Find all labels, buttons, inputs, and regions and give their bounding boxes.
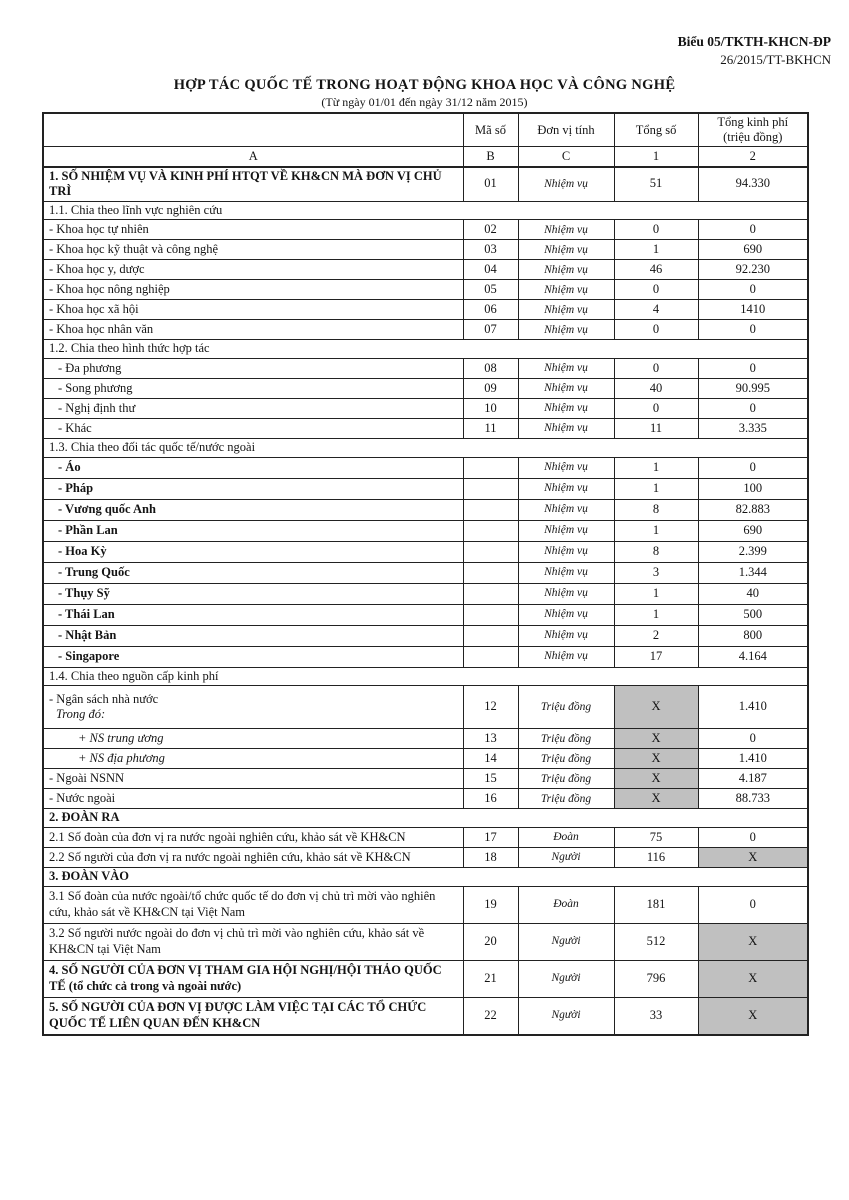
- row-fund: 1.410: [698, 686, 808, 729]
- row-code: 12: [463, 686, 518, 729]
- row-fund: 90.995: [698, 379, 808, 399]
- row-code: 18: [463, 847, 518, 867]
- row-total: X: [614, 729, 698, 749]
- table-row: [43, 646, 808, 667]
- table-row: [43, 960, 808, 997]
- row-code: 22: [463, 997, 518, 1035]
- row-total: 0: [614, 280, 698, 300]
- table-row: [43, 399, 808, 419]
- table-row: [43, 520, 808, 541]
- row-fund: 92.230: [698, 260, 808, 280]
- table-row: [43, 478, 808, 499]
- row-fund: X: [698, 923, 808, 960]
- section-row: [43, 809, 808, 828]
- row-total: 17: [614, 646, 698, 667]
- table-row: [43, 847, 808, 867]
- row-code: [463, 457, 518, 478]
- row-fund: 0: [698, 886, 808, 923]
- row-fund: 40: [698, 583, 808, 604]
- row-code: 01: [463, 167, 518, 202]
- row-fund: 1410: [698, 300, 808, 320]
- row-label: - Vương quốc Anh: [43, 499, 463, 520]
- row-code: 11: [463, 419, 518, 439]
- row-unit: Đoàn: [518, 886, 614, 923]
- row-label: - Phần Lan: [43, 520, 463, 541]
- table-row: [43, 769, 808, 789]
- row-label: 5. SỐ NGƯỜI CỦA ĐƠN VỊ ĐƯỢC LÀM VIỆC TẠI CÁC TỔ CHỨC QUỐC TẾ LIÊN QUAN ĐẾN KH&CN: [43, 997, 463, 1035]
- section-label: 3. ĐOÀN VÀO: [43, 867, 808, 886]
- row-unit: Triệu đồng: [518, 729, 614, 749]
- row-total: 1: [614, 520, 698, 541]
- section-label: 1.4. Chia theo nguồn cấp kinh phí: [43, 667, 808, 686]
- row-unit: Nhiệm vụ: [518, 478, 614, 499]
- row-total: 46: [614, 260, 698, 280]
- col-key-b: B: [463, 147, 518, 167]
- row-label: - Nhật Bản: [43, 625, 463, 646]
- row-fund: 88.733: [698, 789, 808, 809]
- row-total: 8: [614, 541, 698, 562]
- table-row: [43, 240, 808, 260]
- table-row: [43, 997, 808, 1035]
- col-header-fund: Tổng kinh phí (triệu đồng): [698, 113, 808, 147]
- row-label: - Hoa Kỳ: [43, 541, 463, 562]
- row-unit: Nhiệm vụ: [518, 419, 614, 439]
- row-label: 3.1 Số đoàn của nước ngoài/tổ chức quốc tế do đơn vị chủ trì mời vào nghiên cứu, khảo sát về KH&CN tại Việt Nam: [43, 886, 463, 923]
- row-fund: 690: [698, 240, 808, 260]
- row-code: 02: [463, 220, 518, 240]
- row-total: X: [614, 789, 698, 809]
- row-label: - Khác: [43, 419, 463, 439]
- row-fund: 0: [698, 827, 808, 847]
- table-row: [43, 359, 808, 379]
- section-row: [43, 439, 808, 458]
- row-label: - Thái Lan: [43, 604, 463, 625]
- row-total: 796: [614, 960, 698, 997]
- row-total: 75: [614, 827, 698, 847]
- row-code: 06: [463, 300, 518, 320]
- section-row: [43, 867, 808, 886]
- row-code: 15: [463, 769, 518, 789]
- row-code: 03: [463, 240, 518, 260]
- col-header-unit: Đơn vị tính: [518, 113, 614, 147]
- table-row: [43, 729, 808, 749]
- row-label: + NS trung ương: [43, 729, 463, 749]
- table-row: [43, 320, 808, 340]
- row-code: [463, 562, 518, 583]
- row-unit: Người: [518, 923, 614, 960]
- row-code: 05: [463, 280, 518, 300]
- row-label: 2.1 Số đoàn của đơn vị ra nước ngoài nghiên cứu, khảo sát về KH&CN: [43, 827, 463, 847]
- table-row: [43, 625, 808, 646]
- row-total: 0: [614, 320, 698, 340]
- row-label: - Ngoài NSNN: [43, 769, 463, 789]
- report-period: (Từ ngày 01/01 đến ngày 31/12 năm 2015): [321, 95, 528, 109]
- table-header: [43, 113, 808, 167]
- row-fund: 4.164: [698, 646, 808, 667]
- table-row: [43, 749, 808, 769]
- row-unit: Đoàn: [518, 827, 614, 847]
- row-fund: 0: [698, 359, 808, 379]
- row-fund: 690: [698, 520, 808, 541]
- row-total: 3: [614, 562, 698, 583]
- form-number: Biểu 05/TKTH-KHCN-ĐP: [677, 34, 831, 49]
- section-label: 1.3. Chia theo đối tác quốc tế/nước ngoài: [43, 439, 808, 458]
- col-header-code: Mã số: [463, 113, 518, 147]
- row-label: - Đa phương: [43, 359, 463, 379]
- row-unit: Nhiệm vụ: [518, 220, 614, 240]
- row-fund: 100: [698, 478, 808, 499]
- col-key-c: C: [518, 147, 614, 167]
- row-fund: 1.410: [698, 749, 808, 769]
- row-total: 4: [614, 300, 698, 320]
- table-row: [43, 604, 808, 625]
- table-row: [43, 686, 808, 729]
- row-total: 1: [614, 604, 698, 625]
- row-total: 40: [614, 379, 698, 399]
- row-code: [463, 478, 518, 499]
- row-unit: Nhiệm vụ: [518, 625, 614, 646]
- row-code: 09: [463, 379, 518, 399]
- table-row: [43, 457, 808, 478]
- row-label: - Khoa học y, dược: [43, 260, 463, 280]
- row-unit: Nhiệm vụ: [518, 240, 614, 260]
- row-total: X: [614, 769, 698, 789]
- row-label: - Khoa học nông nghiệp: [43, 280, 463, 300]
- row-label: - Pháp: [43, 478, 463, 499]
- row-fund: 94.330: [698, 167, 808, 202]
- row-fund: 0: [698, 220, 808, 240]
- table-row: [43, 562, 808, 583]
- row-total: 1: [614, 240, 698, 260]
- header-row: [43, 113, 808, 147]
- row-label: - Khoa học nhân văn: [43, 320, 463, 340]
- row-unit: Nhiệm vụ: [518, 280, 614, 300]
- table-row: [43, 827, 808, 847]
- page-title: HỢP TÁC QUỐC TẾ TRONG HOẠT ĐỘNG KHOA HỌC VÀ CÔNG NGHỆ: [173, 77, 676, 93]
- table-row: [43, 300, 808, 320]
- row-unit: Nhiệm vụ: [518, 399, 614, 419]
- row-code: 10: [463, 399, 518, 419]
- section-label: 1.1. Chia theo lĩnh vực nghiên cứu: [43, 201, 808, 220]
- row-unit: Người: [518, 847, 614, 867]
- section-label: 2. ĐOÀN RA: [43, 809, 808, 828]
- row-unit: Nhiệm vụ: [518, 260, 614, 280]
- section-row: [43, 201, 808, 220]
- row-code: 07: [463, 320, 518, 340]
- header-key-row: [43, 147, 808, 167]
- row-total: X: [614, 749, 698, 769]
- table-row: [43, 789, 808, 809]
- row-fund: 4.187: [698, 769, 808, 789]
- row-total: 1: [614, 478, 698, 499]
- row-unit: Nhiệm vụ: [518, 541, 614, 562]
- table-row: [43, 541, 808, 562]
- row-label: - Nghị định thư: [43, 399, 463, 419]
- row-unit: Nhiệm vụ: [518, 646, 614, 667]
- row-label: - Ngân sách nhà nước Trong đó:: [43, 686, 463, 729]
- row-label: - Khoa học xã hội: [43, 300, 463, 320]
- row-fund: 0: [698, 399, 808, 419]
- row-code: [463, 520, 518, 541]
- row-code: [463, 625, 518, 646]
- row-total: 0: [614, 359, 698, 379]
- row-unit: Nhiệm vụ: [518, 320, 614, 340]
- section-row: [43, 667, 808, 686]
- row-label: 3.2 Số người nước ngoài do đơn vị chủ trì mời vào nghiên cứu, khảo sát về KH&CN tại Việt Nam: [43, 923, 463, 960]
- row-fund: 3.335: [698, 419, 808, 439]
- row-code: [463, 499, 518, 520]
- row-code: 17: [463, 827, 518, 847]
- row-fund: 0: [698, 457, 808, 478]
- row-fund: 800: [698, 625, 808, 646]
- row-fund: 1.344: [698, 562, 808, 583]
- row-total: 11: [614, 419, 698, 439]
- row-total: 8: [614, 499, 698, 520]
- table-row: [43, 886, 808, 923]
- row-code: 04: [463, 260, 518, 280]
- row-unit: Nhiệm vụ: [518, 562, 614, 583]
- row-fund: 2.399: [698, 541, 808, 562]
- form-reference: [678, 33, 831, 69]
- section-label: 1.2. Chia theo hình thức hợp tác: [43, 340, 808, 359]
- row-code: 14: [463, 749, 518, 769]
- row-total: 33: [614, 997, 698, 1035]
- row-unit: Nhiệm vụ: [518, 520, 614, 541]
- row-code: 16: [463, 789, 518, 809]
- row-label: - Khoa học tự nhiên: [43, 220, 463, 240]
- row-label: - Singapore: [43, 646, 463, 667]
- col-key-1: 1: [614, 147, 698, 167]
- row-fund: X: [698, 997, 808, 1035]
- table-row: [43, 923, 808, 960]
- row-unit: Nhiệm vụ: [518, 499, 614, 520]
- row-unit: Nhiệm vụ: [518, 379, 614, 399]
- row-label: - Thụy Sỹ: [43, 583, 463, 604]
- row-label: - Áo: [43, 457, 463, 478]
- col-key-2: 2: [698, 147, 808, 167]
- row-total: 181: [614, 886, 698, 923]
- row-code: 21: [463, 960, 518, 997]
- row-fund: 500: [698, 604, 808, 625]
- row-total: 1: [614, 457, 698, 478]
- row-label: 4. SỐ NGƯỜI CỦA ĐƠN VỊ THAM GIA HỘI NGHỊ/HỘI THẢO QUỐC TẾ (tổ chức cả trong và ngoài nước): [43, 960, 463, 997]
- table-row: [43, 379, 808, 399]
- row-label: - Khoa học kỹ thuật và công nghệ: [43, 240, 463, 260]
- table-row: [43, 167, 808, 202]
- row-label: + NS địa phương: [43, 749, 463, 769]
- row-fund: X: [698, 847, 808, 867]
- row-unit: Người: [518, 960, 614, 997]
- table-row: [43, 583, 808, 604]
- row-unit: Nhiệm vụ: [518, 583, 614, 604]
- row-fund: 0: [698, 280, 808, 300]
- row-code: [463, 583, 518, 604]
- row-unit: Triệu đồng: [518, 749, 614, 769]
- col-header-total: Tổng số: [614, 113, 698, 147]
- row-total: 512: [614, 923, 698, 960]
- row-unit: Nhiệm vụ: [518, 167, 614, 202]
- row-label: - Trung Quốc: [43, 562, 463, 583]
- row-fund: 0: [698, 320, 808, 340]
- row-fund: X: [698, 960, 808, 997]
- row-unit: Triệu đồng: [518, 769, 614, 789]
- row-total: 116: [614, 847, 698, 867]
- row-label: - Nước ngoài: [43, 789, 463, 809]
- table-row: [43, 220, 808, 240]
- circular-number: 26/2015/TT-BKHCN: [720, 52, 831, 68]
- row-total: 51: [614, 167, 698, 202]
- row-total: 0: [614, 399, 698, 419]
- row-unit: Nhiệm vụ: [518, 604, 614, 625]
- table-row: [43, 280, 808, 300]
- row-unit: Nhiệm vụ: [518, 300, 614, 320]
- table-row: [43, 499, 808, 520]
- col-header-indicator: [43, 113, 463, 147]
- row-label: 2.2 Số người của đơn vị ra nước ngoài nghiên cứu, khảo sát về KH&CN: [43, 847, 463, 867]
- table-body: [43, 167, 808, 1035]
- row-code: 13: [463, 729, 518, 749]
- report-table: [42, 112, 809, 1036]
- row-code: 20: [463, 923, 518, 960]
- row-fund: 0: [698, 729, 808, 749]
- row-code: 19: [463, 886, 518, 923]
- row-total: 2: [614, 625, 698, 646]
- row-unit: Người: [518, 997, 614, 1035]
- row-unit: Nhiệm vụ: [518, 457, 614, 478]
- table-row: [43, 260, 808, 280]
- row-total: 1: [614, 583, 698, 604]
- row-code: [463, 604, 518, 625]
- row-label: 1. SỐ NHIỆM VỤ VÀ KINH PHÍ HTQT VỀ KH&CN MÀ ĐƠN VỊ CHỦ TRÌ: [43, 167, 463, 202]
- row-unit: Triệu đồng: [518, 686, 614, 729]
- table-row: [43, 419, 808, 439]
- section-row: [43, 340, 808, 359]
- row-fund: 82.883: [698, 499, 808, 520]
- row-label: - Song phương: [43, 379, 463, 399]
- col-key-a: A: [43, 147, 463, 167]
- row-code: [463, 646, 518, 667]
- row-total: X: [614, 686, 698, 729]
- row-unit: Triệu đồng: [518, 789, 614, 809]
- row-unit: Nhiệm vụ: [518, 359, 614, 379]
- row-code: 08: [463, 359, 518, 379]
- row-total: 0: [614, 220, 698, 240]
- row-code: [463, 541, 518, 562]
